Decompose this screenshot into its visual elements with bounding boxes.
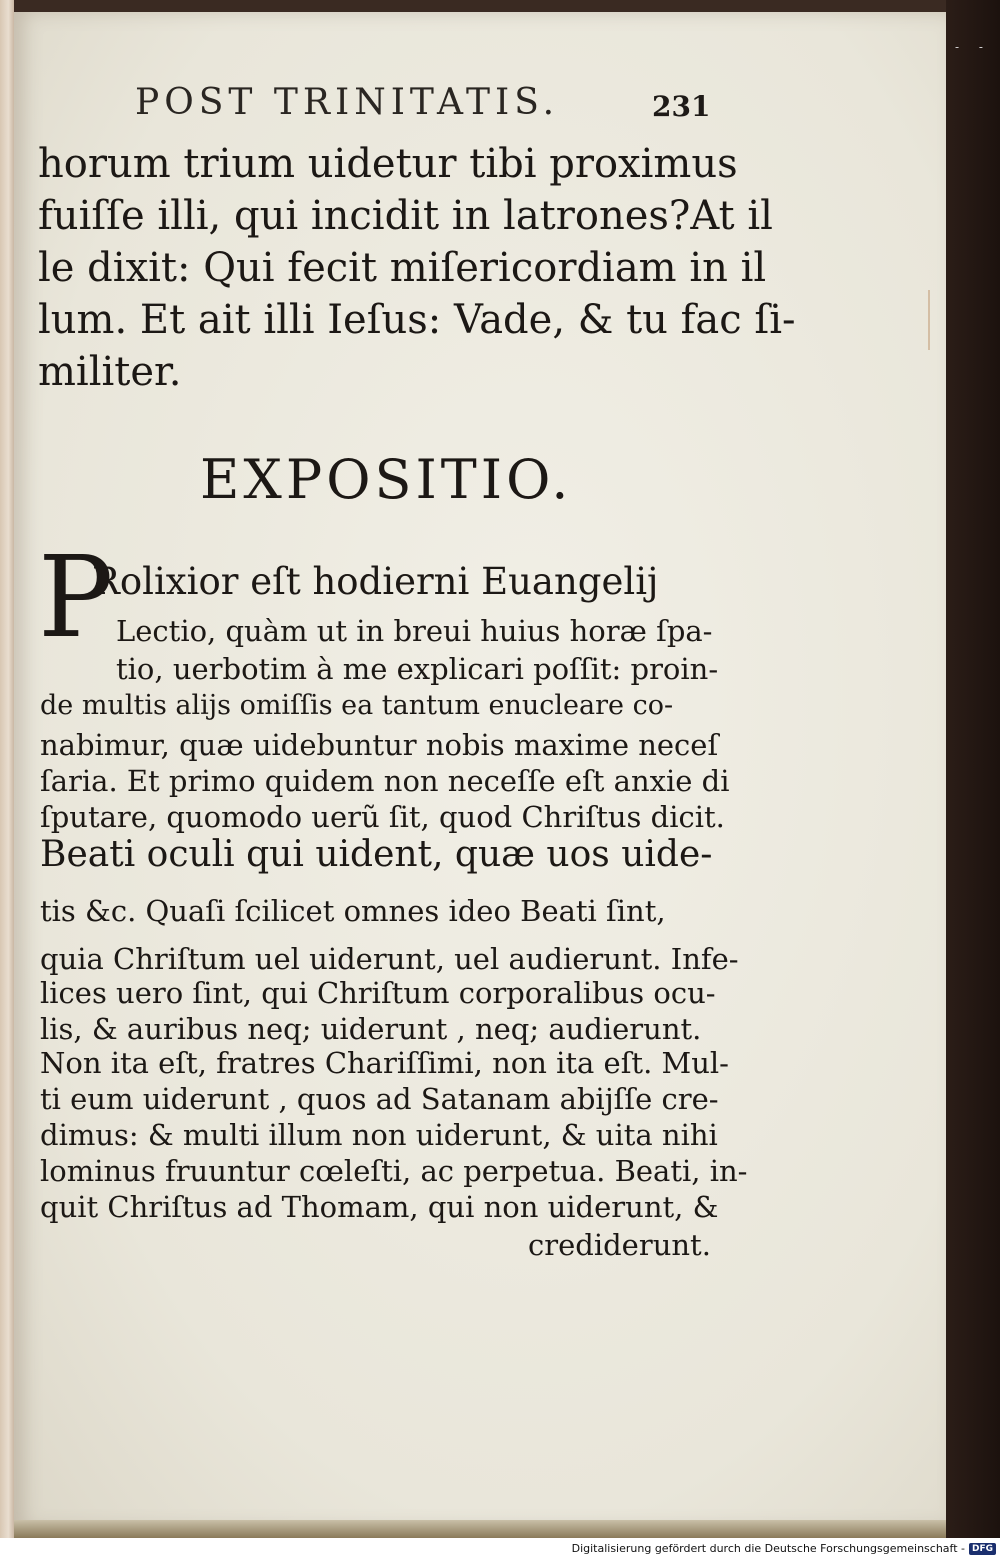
section-heading: EXPOSITIO. bbox=[200, 448, 573, 511]
exposition-line: nabimur, quæ uidebuntur nobis maxime neceſ bbox=[40, 728, 719, 762]
exposition-line: lis, & auribus neq; uiderunt , neq; audierunt. bbox=[40, 1012, 702, 1046]
exposition-line: de multis alijs omiſſis ea tantum enucleare co- bbox=[40, 690, 674, 721]
exposition-line: Non ita eſt, fratres Chariſſimi, non ita eſt. Mul- bbox=[40, 1046, 729, 1080]
exposition-line: ti eum uiderunt , quos ad Satanam abijſſe cre- bbox=[40, 1082, 719, 1116]
page-number: 231 bbox=[652, 90, 711, 123]
exposition-line: tio, uerbotim à me explicari poſſit: proin- bbox=[116, 652, 719, 686]
drop-capital: P bbox=[38, 533, 114, 663]
gospel-text-block bbox=[38, 138, 796, 398]
exposition-line: lominus fruuntur cœleſti, ac perpetua. Beati, in- bbox=[40, 1154, 748, 1188]
exposition-line: Lectio, quàm ut in breui huius horæ ſpa- bbox=[116, 614, 713, 648]
exposition-line: lices uero ſint, qui Chriſtum corporalibus ocu- bbox=[40, 976, 716, 1010]
exposition-line: ſaria. Et primo quidem non neceſſe eſt anxie di bbox=[40, 764, 730, 798]
exposition-first-line: Rolixior eſt hodierni Euangelij bbox=[92, 560, 659, 603]
page-binding-edge bbox=[0, 0, 14, 1538]
exposition-line: quit Chriſtus ad Thomam, qui non uiderunt, & bbox=[40, 1190, 719, 1224]
catchword: crediderunt. bbox=[528, 1228, 711, 1262]
text-line: fuiſſe illi, qui incidit in latrones?At il bbox=[38, 193, 773, 239]
running-head: POST TRINITATIS. bbox=[135, 82, 560, 123]
exposition-line: tis &c. Quaſi ſcilicet omnes ideo Beati ſint, bbox=[40, 894, 666, 928]
text-line: horum trium uidetur tibi proximus bbox=[38, 141, 738, 187]
text-line: lum. Et ait illi Ieſus: Vade, & tu fac ſi- bbox=[38, 297, 796, 343]
exposition-line: dimus: & multi illum non uiderunt, & uita nihi bbox=[40, 1118, 718, 1152]
scan-edge-marks: - - bbox=[955, 40, 991, 54]
book-cover-edge bbox=[946, 0, 1000, 1538]
credit-text: Digitalisierung gefördert durch die Deutsche Forschungsgemeinschaft - bbox=[571, 1542, 965, 1555]
exposition-line: ſputare, quomodo uerũ ſit, quod Chriſtus dicit. bbox=[40, 800, 725, 834]
exposition-line: Beati oculi qui uident, quæ uos uide- bbox=[40, 834, 713, 875]
text-line: militer. bbox=[38, 349, 182, 395]
text-line: le dixit: Qui fecit miſericordiam in il bbox=[38, 245, 767, 291]
page-bottom-edge bbox=[14, 1520, 946, 1538]
digitization-credit bbox=[572, 1542, 996, 1555]
exposition-line: quia Chriſtum uel uiderunt, uel audierunt. Infe- bbox=[40, 942, 739, 976]
margin-mark bbox=[928, 290, 948, 350]
dfg-logo-icon: DFG bbox=[969, 1543, 996, 1555]
